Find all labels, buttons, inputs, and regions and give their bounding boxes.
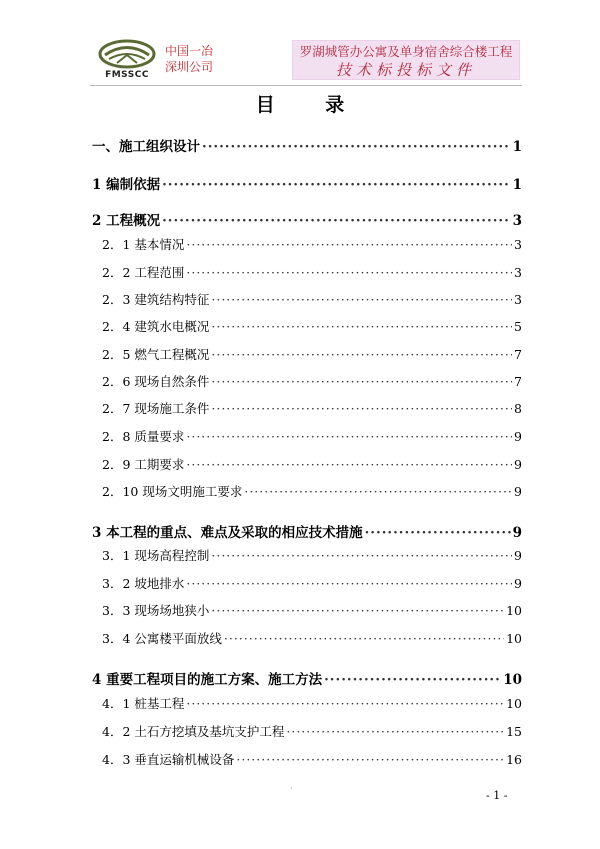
toc-entry-page: 9 bbox=[514, 429, 522, 444]
toc-leader-dots bbox=[211, 292, 512, 307]
toc-leader-dots bbox=[186, 696, 504, 711]
page-header bbox=[0, 0, 600, 92]
toc-entry-label: 2 工程概况 bbox=[92, 213, 161, 229]
toc-leader-dots bbox=[211, 401, 512, 416]
toc-leader-dots bbox=[186, 576, 512, 591]
toc-entry-label: 2．8 质量要求 bbox=[102, 429, 185, 444]
toc-entry-page: 9 bbox=[514, 484, 522, 499]
toc-entry bbox=[102, 290, 522, 308]
toc-leader-dots bbox=[244, 484, 512, 499]
company-logo bbox=[95, 38, 159, 82]
toc-leader-dots bbox=[365, 525, 511, 541]
toc-entry-label: 2．6 现场自然条件 bbox=[102, 374, 210, 389]
toc-entry-page: 3 bbox=[514, 237, 522, 252]
toc-entry-page: 10 bbox=[506, 696, 522, 711]
company-name bbox=[165, 43, 213, 75]
toc-entry bbox=[92, 135, 522, 155]
toc-entry-page: 9 bbox=[514, 576, 522, 591]
toc-entry-page: 7 bbox=[514, 374, 522, 389]
toc-leader-dots bbox=[186, 429, 512, 444]
toc-leader-dots bbox=[186, 237, 512, 252]
toc-entry bbox=[102, 482, 522, 500]
toc-leader-dots bbox=[236, 752, 504, 767]
toc-entry-label: 2．2 工程范围 bbox=[102, 265, 185, 280]
toc-entry-page: 3 bbox=[512, 213, 522, 229]
toc-entry-page: 10 bbox=[506, 631, 522, 646]
toc-leader-dots bbox=[186, 457, 512, 472]
toc-entry-label: 3．2 坡地排水 bbox=[102, 576, 185, 591]
toc-entry-label: 2．3 建筑结构特征 bbox=[102, 292, 210, 307]
toc-entry bbox=[102, 722, 522, 740]
toc-entry bbox=[102, 235, 522, 253]
toc-leader-dots bbox=[211, 347, 512, 362]
toc-entry bbox=[92, 668, 522, 688]
toc-entry-page: 9 bbox=[514, 548, 522, 563]
toc-leader-dots bbox=[286, 724, 504, 739]
project-banner bbox=[292, 40, 520, 80]
toc-entry-label: 2．10 现场文明施工要求 bbox=[102, 484, 243, 499]
toc-entry-label: 2．4 建筑水电概况 bbox=[102, 319, 210, 334]
toc-entry-page: 15 bbox=[506, 724, 522, 739]
toc-entry-label: 2．9 工期要求 bbox=[102, 457, 185, 472]
toc-entry bbox=[102, 546, 522, 564]
toc-leader-dots bbox=[324, 672, 501, 688]
toc-entry bbox=[92, 209, 522, 229]
project-name: 罗湖城管办公寓及单身宿舍综合楼工程 bbox=[299, 44, 513, 59]
toc-entry-page: 10 bbox=[506, 603, 522, 618]
toc-entry bbox=[92, 173, 522, 193]
toc-entry-page: 9 bbox=[512, 525, 522, 541]
toc-entry bbox=[102, 750, 522, 768]
toc-entry-label: 一、施工组织设计 bbox=[92, 139, 200, 155]
toc-entry bbox=[102, 601, 522, 619]
toc-leader-dots bbox=[211, 374, 512, 389]
toc-entry-page: 1 bbox=[512, 177, 522, 193]
company-name-line2: 深圳公司 bbox=[165, 60, 214, 74]
toc-entry-page: 10 bbox=[503, 672, 522, 688]
toc-entry bbox=[102, 317, 522, 335]
header-divider bbox=[90, 85, 522, 86]
toc-leader-dots bbox=[186, 265, 512, 280]
toc-title: 目 录 bbox=[255, 94, 367, 116]
toc-leader-dots bbox=[211, 319, 512, 334]
toc-entry-label: 4．3 垂直运输机械设备 bbox=[102, 752, 235, 767]
logo-emblem-icon bbox=[95, 38, 159, 70]
toc-leader-dots bbox=[202, 139, 511, 155]
toc-entry-page: 8 bbox=[514, 401, 522, 416]
footer-mark: · bbox=[290, 784, 293, 793]
toc-entry bbox=[102, 427, 522, 445]
toc-leader-dots bbox=[162, 213, 511, 229]
toc-entry bbox=[102, 455, 522, 473]
toc-entry bbox=[102, 694, 522, 712]
toc-entry-label: 3．3 现场场地狭小 bbox=[102, 603, 210, 618]
toc-entry-page: 3 bbox=[514, 292, 522, 307]
toc-entry-label: 3．1 现场高程控制 bbox=[102, 548, 210, 563]
company-name-line1: 中国一冶 bbox=[165, 44, 214, 58]
toc-entry-label: 3 本工程的重点、难点及采取的相应技术措施 bbox=[92, 525, 363, 541]
toc-leader-dots bbox=[211, 603, 504, 618]
toc-entry-page: 7 bbox=[514, 347, 522, 362]
toc-entry-page: 1 bbox=[512, 139, 522, 155]
toc-entry bbox=[102, 399, 522, 417]
toc-entry-label: 2．7 现场施工条件 bbox=[102, 401, 210, 416]
toc-leader-dots bbox=[224, 631, 504, 646]
toc-entry bbox=[102, 345, 522, 363]
toc-leader-dots bbox=[162, 177, 511, 193]
toc-entry-label: 4．2 土石方挖填及基坑支护工程 bbox=[102, 724, 285, 739]
logo-text: FMSSCC bbox=[105, 70, 149, 80]
toc-leader-dots bbox=[211, 548, 512, 563]
toc-entry bbox=[102, 629, 522, 647]
toc-entry-label: 3．4 公寓楼平面放线 bbox=[102, 631, 222, 646]
toc-entry-page: 9 bbox=[514, 457, 522, 472]
toc-entry bbox=[102, 574, 522, 592]
toc-entry bbox=[102, 372, 522, 390]
toc-entry-label: 2．1 基本情况 bbox=[102, 237, 185, 252]
toc-entry bbox=[92, 521, 522, 541]
toc-entry-label: 1 编制依据 bbox=[92, 177, 161, 193]
toc-entry-label: 2．5 燃气工程概况 bbox=[102, 347, 210, 362]
toc-entry bbox=[102, 263, 522, 281]
project-subtitle: 技术标投标文件 bbox=[335, 61, 476, 79]
toc-entry-page: 5 bbox=[514, 319, 522, 334]
toc-entry-page: 3 bbox=[514, 265, 522, 280]
toc-entry-page: 16 bbox=[506, 752, 522, 767]
page-number: - 1 - bbox=[486, 789, 508, 802]
toc-entry-label: 4 重要工程项目的施工方案、施工方法 bbox=[92, 672, 323, 688]
toc-entry-label: 4．1 桩基工程 bbox=[102, 696, 185, 711]
